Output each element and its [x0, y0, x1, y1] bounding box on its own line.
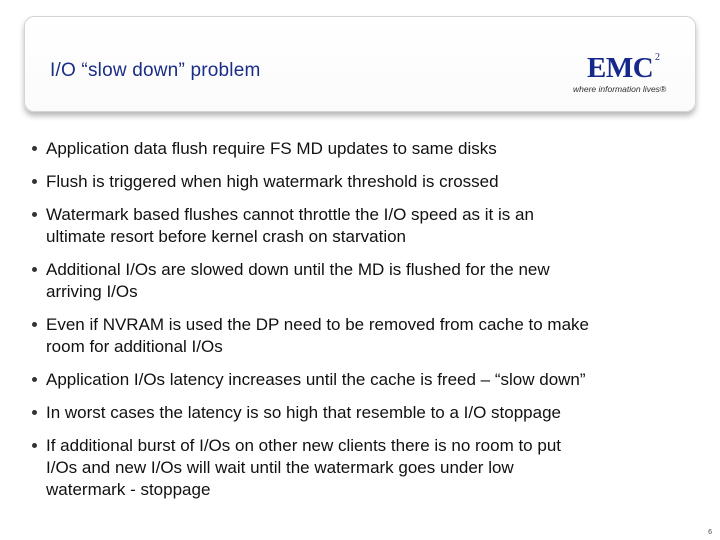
- bullet-item: Application I/Os latency increases until the cache is freed – “slow down”: [46, 369, 696, 391]
- slide-number: 6: [708, 529, 712, 536]
- logo-tagline: where information lives®: [573, 84, 667, 94]
- bullet-item: If additional burst of I/Os on other new clients there is no room to put I/Os and new I/Os will wait until the watermark goes under low watermark - stoppage: [46, 435, 696, 501]
- bullet-item: In worst cases the latency is so high that resemble to a I/O stoppage: [46, 402, 696, 424]
- bullet-item: Watermark based flushes cannot throttle the I/O speed as it is an ultimate resort before kernel crash on starvation: [46, 204, 696, 248]
- bullet-item: Additional I/Os are slowed down until the MD is flushed for the new arriving I/Os: [46, 259, 696, 303]
- bullet-item: Application data flush require FS MD updates to same disks: [46, 138, 696, 160]
- emc-logo: [573, 51, 691, 95]
- bullet-list: [46, 138, 696, 501]
- logo-superscript: 2: [655, 52, 660, 63]
- slide-title: I/O “slow down” problem: [50, 60, 261, 81]
- title-banner: [24, 16, 696, 112]
- bullet-item: Even if NVRAM is used the DP need to be removed from cache to make room for additional I/Os: [46, 314, 696, 358]
- logo-wordmark: EMC: [587, 52, 654, 84]
- bullet-item: Flush is triggered when high watermark threshold is crossed: [46, 171, 696, 193]
